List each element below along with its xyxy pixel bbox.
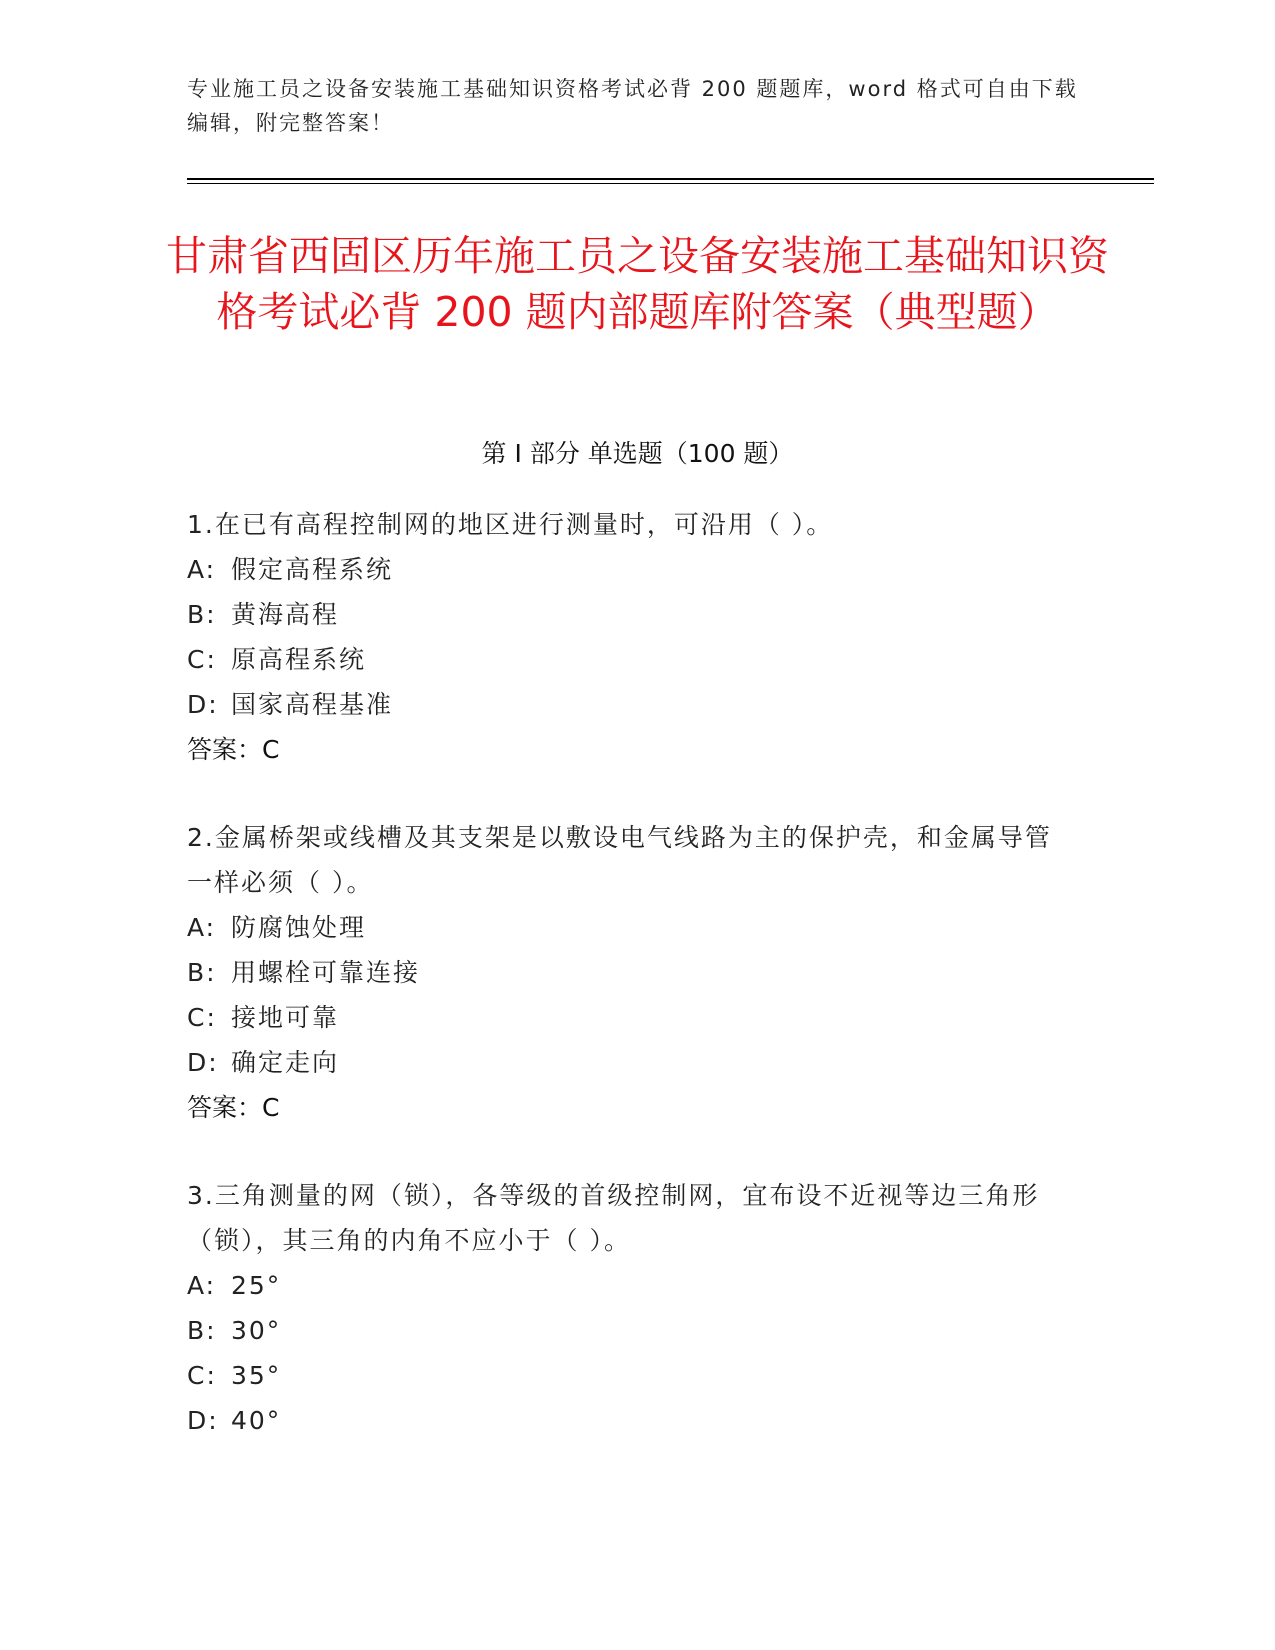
header-rule-thin — [187, 183, 1154, 184]
option-text: 40° — [231, 1406, 282, 1435]
option-letter: C: — [187, 645, 217, 674]
option-d — [187, 1040, 1067, 1085]
option-text: 确定走向 — [231, 1048, 340, 1077]
option-c — [187, 1353, 1067, 1398]
option-text: 25° — [231, 1271, 282, 1300]
option-b — [187, 1308, 1067, 1353]
option-c — [187, 995, 1067, 1040]
section-title: 第 I 部分 单选题（100 题） — [481, 439, 794, 468]
option-letter: D: — [187, 690, 219, 719]
option-letter: B: — [187, 958, 217, 987]
option-text: 原高程系统 — [231, 645, 367, 674]
option-a — [187, 547, 1067, 592]
question-text: 2.金属桥架或线槽及其支架是以敷设电气线路为主的保护壳，和金属导管一样必须（ ）。 — [187, 823, 1052, 897]
document-title: 甘肃省西固区历年施工员之设备安装施工基础知识资格考试必背 200 题内部题库附答案（典型题） — [166, 232, 1109, 336]
option-text: 35° — [231, 1361, 282, 1390]
answer-text: 答案：C — [187, 735, 280, 764]
option-text: 黄海高程 — [231, 600, 340, 629]
header-rule-thick — [187, 178, 1154, 180]
option-letter: C: — [187, 1361, 217, 1390]
option-letter: D: — [187, 1048, 219, 1077]
option-b — [187, 950, 1067, 995]
option-letter: C: — [187, 1003, 217, 1032]
option-d — [187, 682, 1067, 727]
option-letter: B: — [187, 1316, 217, 1345]
option-text: 30° — [231, 1316, 282, 1345]
option-letter: B: — [187, 600, 217, 629]
option-a — [187, 1263, 1067, 1308]
option-c — [187, 637, 1067, 682]
option-letter: A: — [187, 913, 217, 942]
option-letter: A: — [187, 555, 217, 584]
option-letter: D: — [187, 1406, 219, 1435]
option-text: 国家高程基准 — [231, 690, 394, 719]
question-1 — [187, 502, 1067, 772]
option-text: 防腐蚀处理 — [231, 913, 367, 942]
header-note: 专业施工员之设备安装施工基础知识资格考试必背 200 题题库，word 格式可自由下载编辑，附完整答案！ — [187, 77, 1078, 135]
question-2 — [187, 815, 1067, 1130]
answer-text: 答案：C — [187, 1093, 280, 1122]
option-a — [187, 905, 1067, 950]
option-text: 假定高程系统 — [231, 555, 394, 584]
option-letter: A: — [187, 1271, 217, 1300]
option-text: 用螺栓可靠连接 — [231, 958, 421, 987]
question-3 — [187, 1173, 1067, 1443]
option-b — [187, 592, 1067, 637]
question-text: 1.在已有高程控制网的地区进行测量时，可沿用（ ）。 — [187, 510, 834, 539]
option-d — [187, 1398, 1067, 1443]
option-text: 接地可靠 — [231, 1003, 340, 1032]
question-text: 3.三角测量的网（锁），各等级的首级控制网，宜布设不近视等边三角形（锁），其三角的内角不应小于（ ）。 — [187, 1181, 1040, 1255]
